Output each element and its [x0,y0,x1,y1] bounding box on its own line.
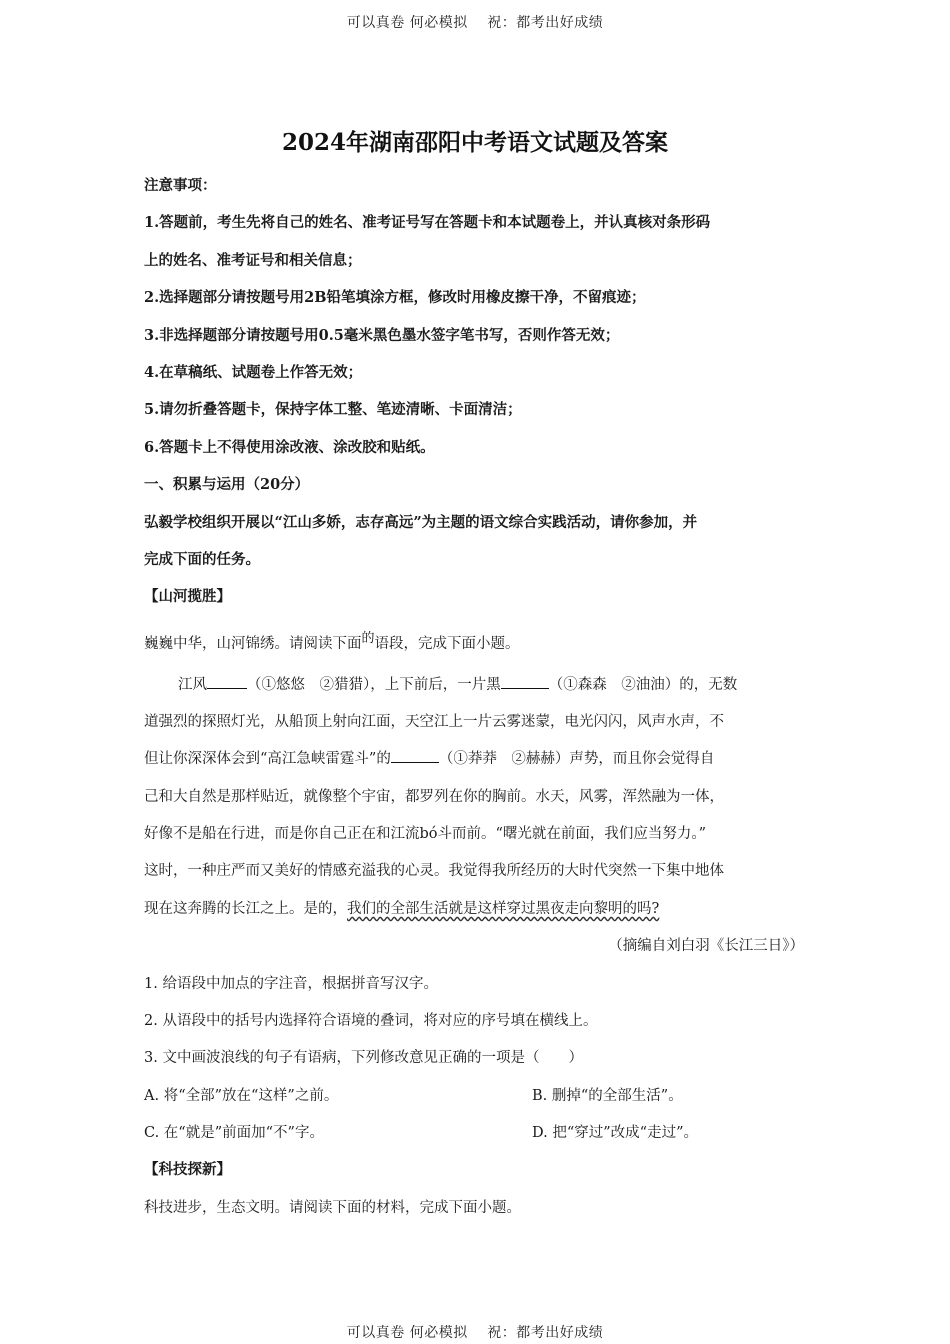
part-label-shanhe: 【山河揽胜】 [144,588,231,605]
passage-line [144,897,659,918]
question-item: 2. 从语段中的括号内选择符合语境的叠词，将对应的序号填在横线上。 [144,1013,598,1029]
passage-text: 江风 [178,677,207,693]
question-item: 3. 文中画波浪线的句子有语病，下列修改意见正确的一项是（ ） [144,1050,583,1066]
section-intro: 弘毅学校组织开展以“江山多娇，志存高远”为主题的语文综合实践活动，请你参加，并 [144,514,698,531]
notice-item: 6.答题卡上不得使用涂改液、涂改胶和贴纸。 [144,439,435,456]
passage-line: 这时，一种庄严而又美好的情感充溢我的心灵。我觉得我所经历的大时代突然一下集中地体 [144,863,724,879]
passage-line [144,747,714,768]
option-a: A. 将“全部”放在“这样”之前。 [144,1088,339,1104]
page-title: 2024年湖南邵阳中考语文试题及答案 [281,129,668,156]
wavy-underlined-sentence: 我们的全部生活就是这样穿过黑夜走向黎明的吗? [347,901,660,917]
option-b: B. 删掉“的全部生活”。 [532,1088,683,1104]
part-label-keji: 【科技探新】 [144,1161,231,1178]
passage-line: 道强烈的探照灯光，从船顶上射向江面，天空江上一片云雾迷蒙，电光闪闪，风声水声，不 [144,714,724,730]
notice-item: 3.非选择题部分请按题号用0.5毫米黑色墨水签字笔书写，否则作答无效； [144,327,620,344]
passage-line: 己和大自然是那样贴近，就像整个宇宙，都罗列在你的胸前。水天，风雾，浑然融为一体， [144,789,724,805]
part-lead-text: 巍巍中华，山河锦绣。请阅读下面 [144,636,362,652]
passage-text: （①莽莽 ②赫赫）声势，而且你会觉得自 [438,751,715,767]
notice-item: 2.选择题部分请按题号用2B铅笔填涂方框，修改时用橡皮擦干净，不留痕迹； [144,289,646,306]
option-c: C. 在“就是”前面加“不”字。 [144,1125,324,1141]
fill-blank [501,674,549,689]
part-lead-text: 语段，完成下面小题。 [374,636,520,652]
page-footer: 可以真卷 何必模拟 祝：都考出好成绩 [346,1325,604,1341]
notice-item: 上的姓名、准考证号和相关信息； [144,252,362,269]
part-lead-de: 的 [361,631,375,646]
notice-item: 4.在草稿纸、试题卷上作答无效； [144,364,363,381]
passage-line: 好像不是船在行进，而是你自己正在和江流bó斗而前。“曙光就在前面，我们应当努力。” [144,826,707,842]
part-lead-keji: 科技进步，生态文明。请阅读下面的材料，完成下面小题。 [144,1200,521,1216]
notice-item: 1.答题前，考生先将自己的姓名、准考证号写在答题卡和本试题卷上，并认真核对条形码 [144,214,711,231]
passage-text: 现在这奔腾的长江之上。是的， [144,901,347,917]
passage-text: （①悠悠 ②猎猎），上下前后，一片黑 [247,677,501,693]
passage-text: （①森森 ②油油）的，无数 [548,677,738,693]
passage-source: （摘编自刘白羽《长江三日》） [608,938,804,954]
notice-item: 5.请勿折叠答题卡，保持字体工整、笔迹清晰、卡面清洁； [144,401,522,418]
section-intro: 完成下面的任务。 [144,551,260,568]
page-header: 可以真卷 何必模拟 祝：都考出好成绩 [346,15,604,31]
section-heading: 一、积累与运用（20分） [144,476,310,493]
passage-text: 但让你深深体会到“高江急峡雷霆斗”的 [144,751,391,767]
notice-heading: 注意事项： [144,177,217,194]
fill-blank [207,674,247,689]
option-d: D. 把“穿过”改成“走过”。 [532,1125,698,1141]
passage-line [178,673,737,694]
part-lead [144,632,520,653]
fill-blank [391,748,439,763]
question-item: 1. 给语段中加点的字注音，根据拼音写汉字。 [144,976,438,992]
